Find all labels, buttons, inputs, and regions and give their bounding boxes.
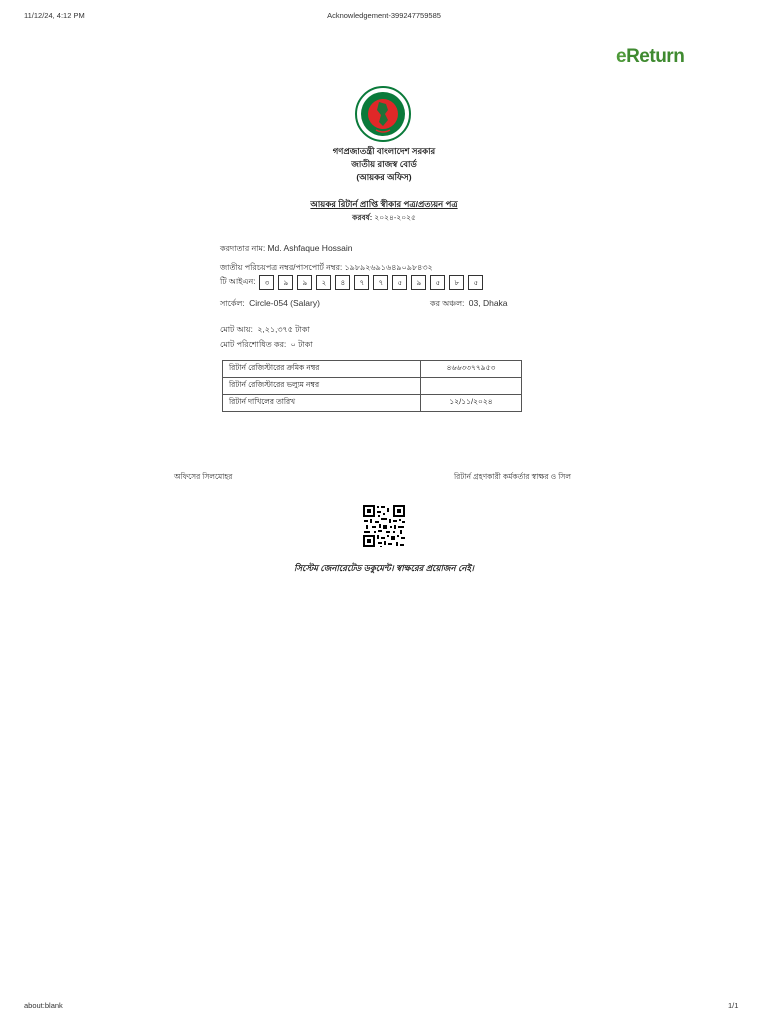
table-row [223,395,522,412]
org-line-2: জাতীয় রাজস্ব বোর্ড [351,159,417,169]
tin-digit: ৫ [468,275,483,290]
tin-digit: ৯ [411,275,426,290]
document-title: আয়কর রিটার্ন প্রাপ্তি স্বীকার পত্র/প্রত্যয়ন পত্র [310,199,458,209]
government-seal-icon [348,84,418,144]
org-line-3: (আয়কর অফিস) [356,172,412,182]
register-table [222,360,522,412]
system-generated-note: সিস্টেম জেনারেটেড ডকুমেন্ট। স্বাক্ষরের প্রয়োজন নেই। [294,563,474,573]
table-row [223,378,522,395]
tin-row: টি আইএন: ৩ ৯ ৯ ২ ৪ ৭ ৭ ৫ ৯ ৫ ৮ ৫ [220,275,483,290]
office-seal-label: অফিসের সিলমোহর [174,472,233,481]
circle-row: সার্কেল: Circle-054 (Salary) [220,298,320,308]
print-doc-title: Acknowledgement-399247759585 [327,11,441,20]
tin-digit: ৫ [392,275,407,290]
register-value: ৪৬৬৩৩৭৭৯৫৩ [421,361,522,378]
register-value: ১২/১১/২০২৪ [421,395,522,412]
taxpayer-name-row: করদাতার নাম: Md. Ashfaque Hossain [220,243,353,253]
total-tax-paid-row: মোট পরিশোধিত কর: ০ টাকা [220,340,313,349]
print-url: about:blank [24,1001,63,1010]
register-value [421,378,522,395]
tin-digit: ৯ [278,275,293,290]
print-page-number: 1/1 [728,1001,739,1010]
tin-digit: ৭ [373,275,388,290]
total-income-row: মোট আয়: ২,২১,৩৭৫ টাকা [220,325,310,334]
register-label: রিটার্ন দাখিলের তারিখ [223,395,421,412]
tin-digit: ৩ [259,275,274,290]
tin-digit: ৭ [354,275,369,290]
tin-digit: ২ [316,275,331,290]
tin-digit: ৯ [297,275,312,290]
tin-digit: ৫ [430,275,445,290]
tin-digit: ৪ [335,275,350,290]
print-datetime: 11/12/24, 4:12 PM [24,11,85,20]
org-line-1: গণপ্রজাতন্ত্রী বাংলাদেশ সরকার [332,146,436,156]
tin-digit: ৮ [449,275,464,290]
tax-year: করবর্ষ: ২০২৪-২০২৫ [352,213,416,222]
tax-zone-row: কর অঞ্চল: 03, Dhaka [430,298,508,308]
qr-code-icon [362,504,406,548]
register-label: রিটার্ন রেজিস্টারের ক্রমিক নম্বর [223,361,421,378]
nid-row: জাতীয় পরিচয়পত্র নম্বর/পাসপোর্ট নম্বর: ১৯৮৯২৬৯১৬৪৯০৯৮৪৩২ [220,263,433,272]
register-label: রিটার্ন রেজিস্টারের ভল্যুম নম্বর [223,378,421,395]
ereturn-logo: eReturn [616,46,685,67]
officer-signature-label: রিটার্ন গ্রহণকারী কর্মকর্তার স্বাক্ষর ও সিল [454,472,571,481]
table-row [223,361,522,378]
